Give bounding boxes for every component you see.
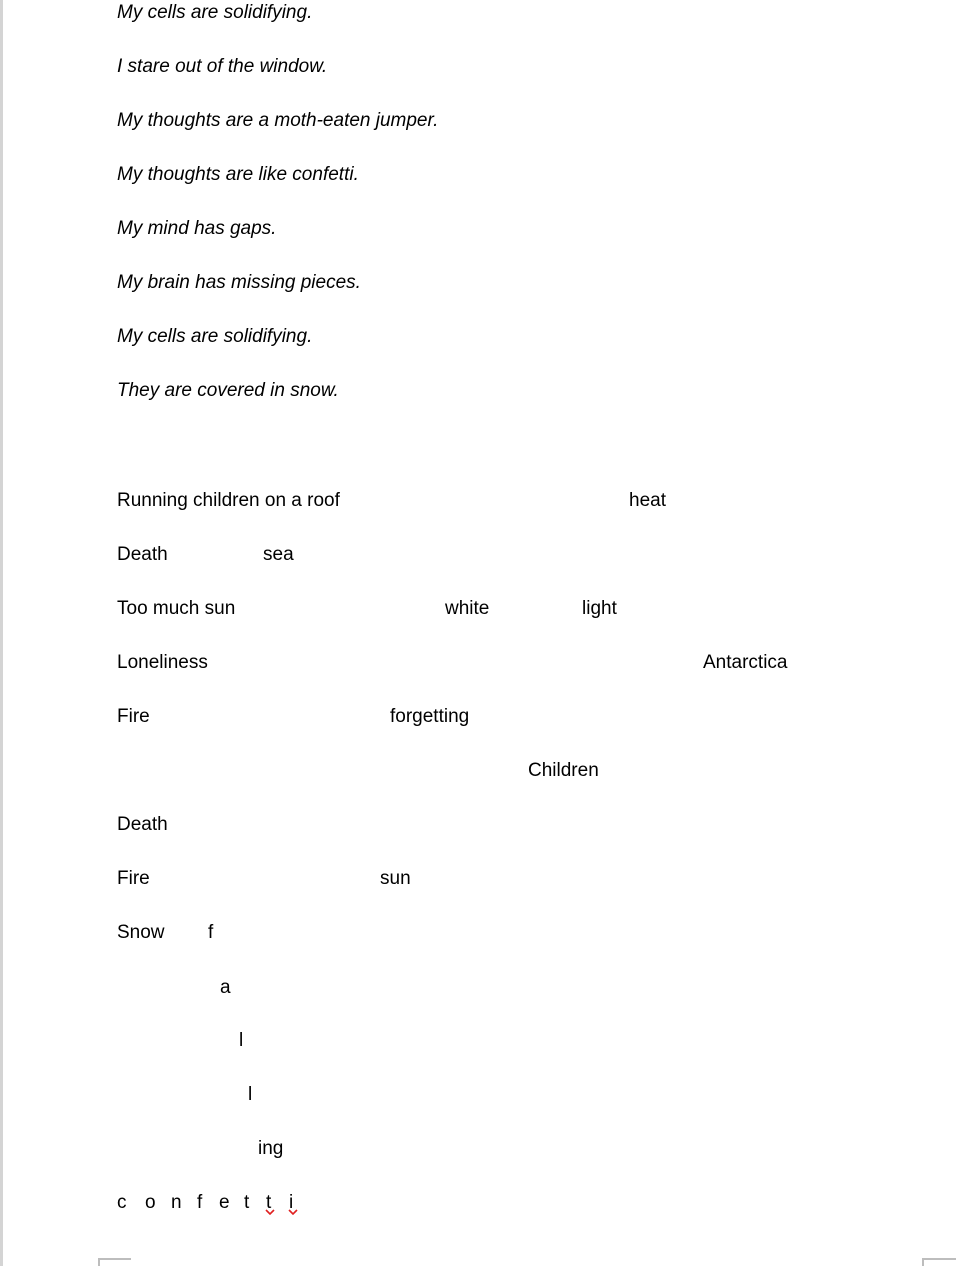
confetti-letter: t — [244, 1192, 250, 1213]
word-antarctica: Antarctica — [703, 652, 788, 673]
word-fire: Fire — [117, 868, 150, 889]
falling-letter: a — [220, 977, 231, 998]
poem-line: They are covered in snow. — [117, 380, 339, 401]
word-too-much-sun: Too much sun — [117, 598, 236, 619]
poem-line: My cells are solidifying. — [117, 2, 313, 23]
poem-line: My cells are solidifying. — [117, 326, 313, 347]
confetti-letter: i — [289, 1192, 294, 1213]
spellcheck-squiggle — [265, 1209, 275, 1215]
word-fire: Fire — [117, 706, 150, 727]
poem-line: My brain has missing pieces. — [117, 272, 361, 293]
falling-letter: l — [239, 1030, 244, 1051]
page-margin-marker — [922, 1258, 956, 1266]
word-white: white — [445, 598, 490, 619]
word-death: Death — [117, 544, 168, 565]
falling-letter: ing — [258, 1138, 284, 1159]
word-sea: sea — [263, 544, 294, 565]
page-margin-marker — [98, 1258, 131, 1266]
poem-line: My mind has gaps. — [117, 218, 277, 239]
word-snow: Snow — [117, 922, 165, 943]
falling-letter: f — [208, 922, 214, 943]
word-light: light — [582, 598, 617, 619]
confetti-letter: n — [171, 1192, 182, 1213]
word-children: Children — [528, 760, 599, 781]
confetti-letter: c — [117, 1192, 127, 1213]
spellcheck-squiggle — [288, 1209, 298, 1215]
confetti-letter: t — [266, 1192, 272, 1213]
confetti-letter: e — [219, 1192, 230, 1213]
confetti-letter: o — [145, 1192, 156, 1213]
word-forgetting: forgetting — [390, 706, 470, 727]
falling-letter: l — [248, 1084, 253, 1105]
word-heat: heat — [629, 490, 666, 511]
poem-line: My thoughts are like confetti. — [117, 164, 359, 185]
poem-line: I stare out of the window. — [117, 56, 328, 77]
word-death: Death — [117, 814, 168, 835]
word-sun: sun — [380, 868, 411, 889]
confetti-letter: f — [197, 1192, 203, 1213]
poem-line: My thoughts are a moth-eaten jumper. — [117, 110, 439, 131]
word-running-children: Running children on a roof — [117, 490, 340, 511]
word-loneliness: Loneliness — [117, 652, 208, 673]
